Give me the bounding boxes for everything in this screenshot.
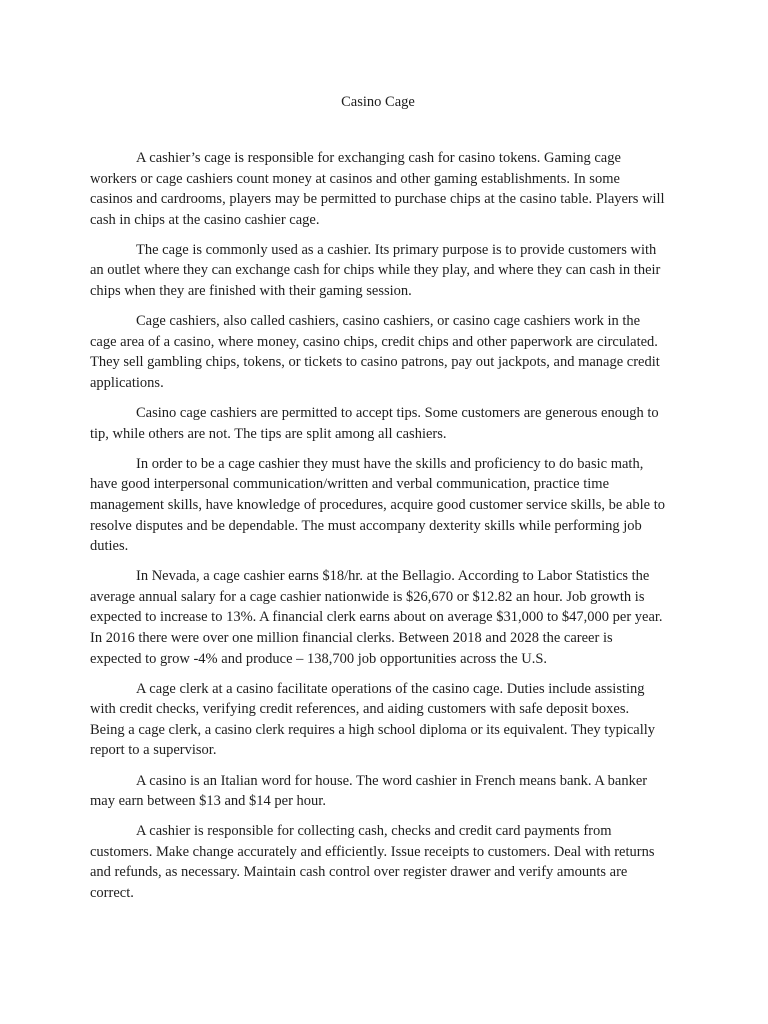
paragraph-1: A cashier’s cage is responsible for exchanging cash for casino tokens. Gaming cage workers or cage cashiers count money at casinos and other gaming establishments. In some casinos and cardrooms, players may be permitted to purchase chips at the casino table. Players will cash in chips at the casino cashier cage. [90,150,665,228]
document-title: Casino Cage [341,94,415,110]
paragraph-7: A cage clerk at a casino facilitate operations of the casino cage. Duties include assisting with credit checks, verifying credit references, and aiding customers with safe deposit boxes. Being a cage clerk, a casino clerk requires a high school diploma or its equivalent. They typically report to a supervisor. [90,680,656,759]
paragraph-3: Cage cashiers, also called cashiers, casino cashiers, or casino cage cashiers work in the cage area of a casino, where money, casino chips, credit chips and other paperwork are circulated. They sell gambling chips, tokens, or tickets to casino patrons, pay out jackpots, and manage credit applications. [90,313,660,391]
paragraph-4: Casino cage cashiers are permitted to accept tips. Some customers are generous enough to tip, while others are not. The tips are split among all cashiers. [90,405,659,442]
paragraph-2: The cage is commonly used as a cashier. Its primary purpose is to provide customers with an outlet where they can exchange cash for chips while they play, and where they can cash in their chips when they are finished with their gaming session. [90,241,661,300]
paragraph-9: A cashier is responsible for collecting cash, checks and credit card payments from customers. Make change accurately and efficiently. Issue receipts to customers. Deal with returns and refunds, as necessary. Maintain cash control over register drawer and verify amounts are correct. [90,823,655,901]
paragraph-6: In Nevada, a cage cashier earns $18/hr. at the Bellagio. According to Labor Statistics the average annual salary for a cage cashier nationwide is $26,670 or $12.82 an hour. Job growth is expected to increase to 13%. A financial clerk earns about on average $31,000 to $47,000 per year. In 2016 there were over one million financial clerks. Between 2018 and 2028 the career is expected to grow -4% and produce – 138,700 job opportunities across the U.S. [90,568,663,667]
paragraph-5: In order to be a cage cashier they must have the skills and proficiency to do basic math, have good interpersonal communication/written and verbal communication, practice time management skills, have knowledge of procedures, acquire good customer service skills, be able to resolve disputes and be dependable. The must accompany dexterity skills while performing job duties. [90,455,665,555]
paragraph-8: A casino is an Italian word for house. The word cashier in French means bank. A banker may earn between $13 and $14 per hour. [90,772,648,810]
